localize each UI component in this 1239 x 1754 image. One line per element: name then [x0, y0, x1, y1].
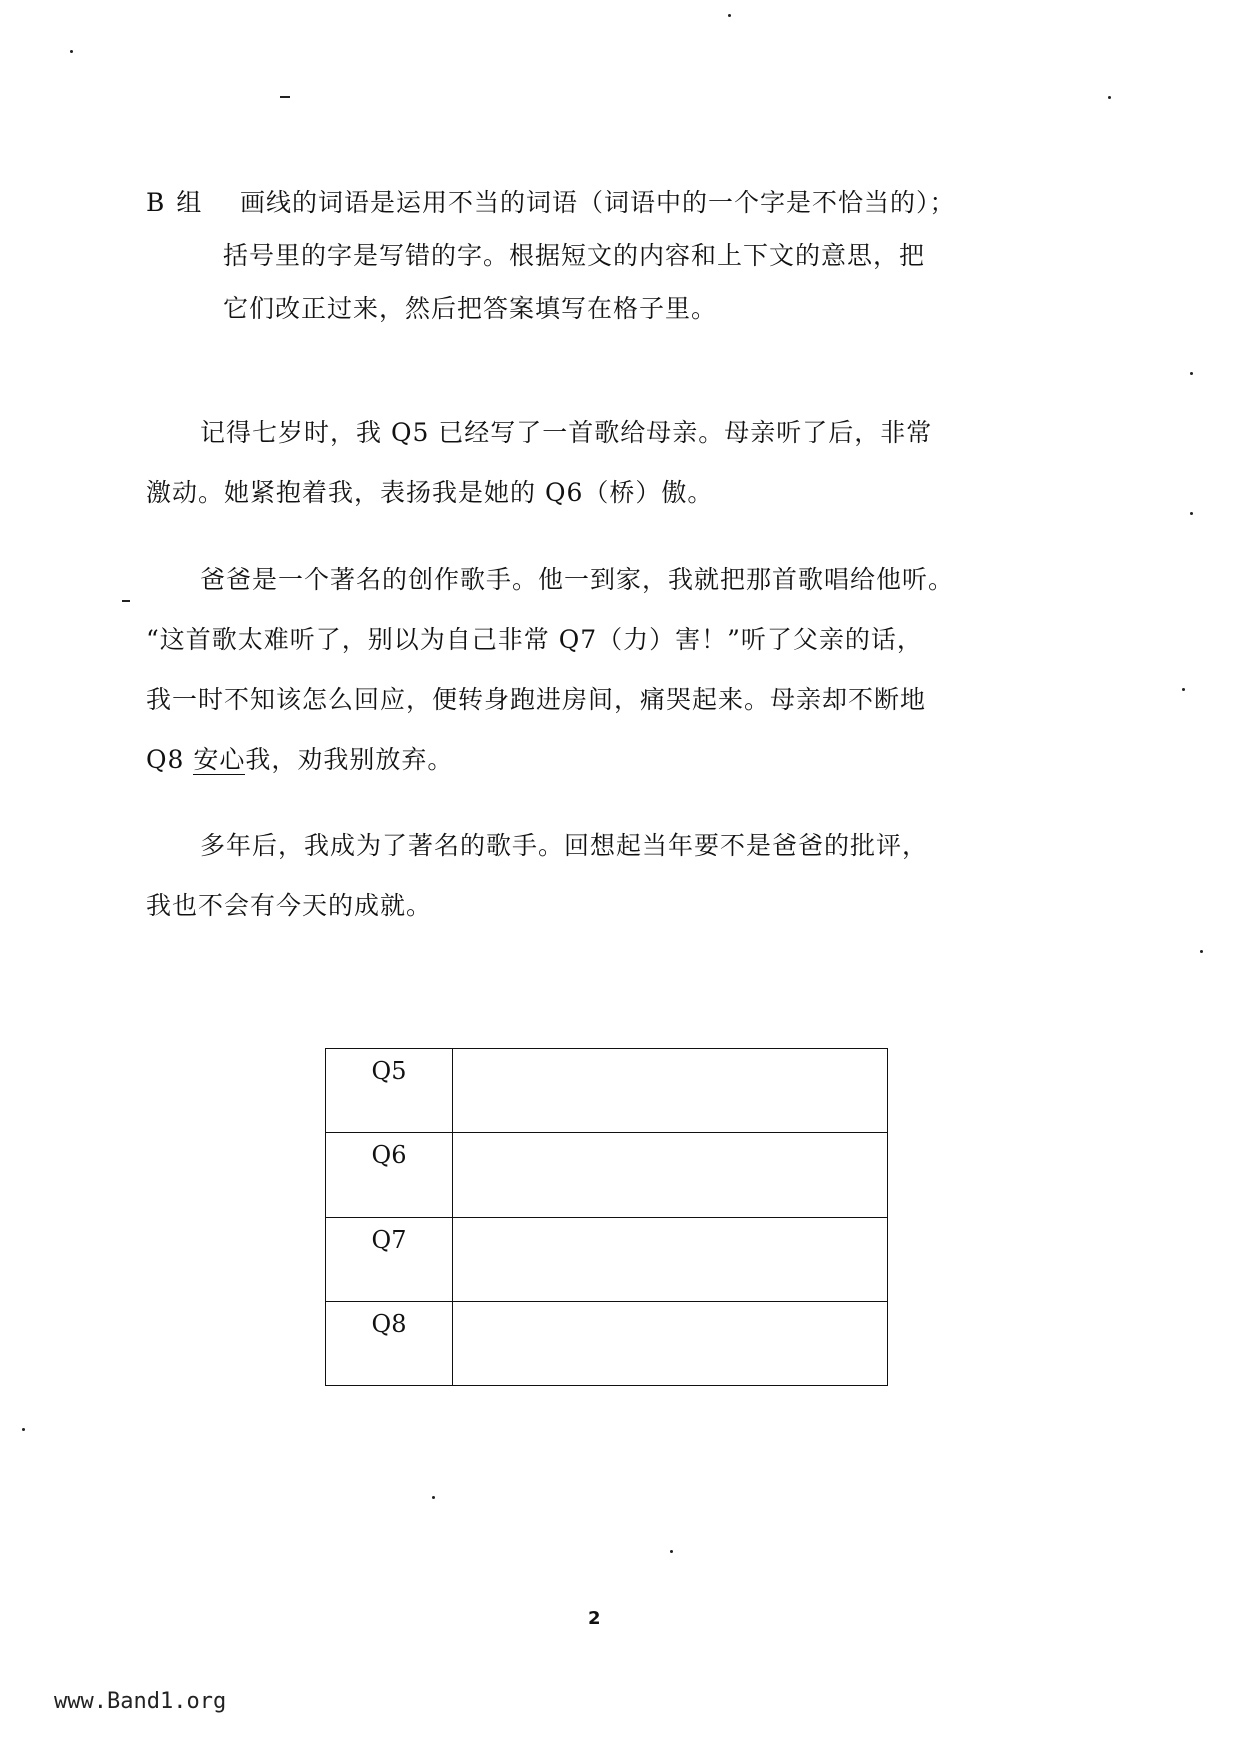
- answer-cell-q6[interactable]: [453, 1133, 888, 1217]
- scan-speck: [22, 1428, 25, 1431]
- answer-cell-q8[interactable]: [453, 1301, 888, 1385]
- question-label-q6: Q6: [326, 1133, 453, 1217]
- answer-table: [325, 1048, 888, 1386]
- instruction-line-3: 它们改正过来，然后把答案填写在格子里。: [223, 294, 718, 323]
- q8-line-rest: 我，劝我别放弃。: [245, 745, 454, 774]
- question-label-q8: Q8: [326, 1301, 453, 1385]
- answer-cell-q7[interactable]: [453, 1217, 888, 1301]
- section-label: B 组: [146, 188, 204, 217]
- passage-p2-line4: [146, 740, 453, 776]
- q8-label: Q8: [146, 745, 194, 774]
- scan-speck: [670, 1550, 673, 1553]
- instruction-line-1: 画线的词语是运用不当的词语（词语中的一个字是不恰当的）；: [240, 188, 956, 217]
- question-label-q5: Q5: [326, 1049, 453, 1133]
- answer-row-q8: [326, 1301, 888, 1385]
- scan-speck: [1190, 372, 1193, 375]
- footer-url: www.Band1.org: [54, 1689, 227, 1714]
- scan-speck: [432, 1496, 435, 1499]
- scan-speck: [1200, 950, 1203, 953]
- passage-p3-line2: 我也不会有今天的成就。: [146, 891, 433, 920]
- passage-p2-line1: 爸爸是一个著名的创作歌手。他一到家，我就把那首歌唱给他听。: [200, 565, 955, 594]
- underlined-word-q8: 安心: [193, 745, 246, 774]
- passage-p2-line3: 我一时不知该怎么回应，便转身跑进房间，痛哭起来。母亲却不断地: [146, 685, 927, 714]
- page-number: 2: [588, 1608, 601, 1629]
- scan-speck: [1182, 688, 1185, 691]
- scan-speck: [122, 600, 130, 602]
- answer-row-q5: [326, 1049, 888, 1133]
- answer-cell-q5[interactable]: [453, 1049, 888, 1133]
- scan-speck: [280, 96, 290, 98]
- instruction-line-2: 括号里的字是写错的字。根据短文的内容和上下文的意思，把: [223, 241, 926, 270]
- scan-speck: [728, 14, 731, 17]
- question-label-q7: Q7: [326, 1217, 453, 1301]
- passage-p1-line1: 记得七岁时，我 Q5 已经写了一首歌给母亲。母亲听了后，非常: [200, 418, 933, 447]
- scan-speck: [1190, 512, 1193, 515]
- answer-row-q6: [326, 1133, 888, 1217]
- answer-row-q7: [326, 1217, 888, 1301]
- scan-speck: [70, 50, 73, 53]
- scan-speck: [1108, 96, 1111, 99]
- passage-p2-line2: “这首歌太难听了，别以为自己非常 Q7（力）害！”听了父亲的话，: [146, 625, 923, 654]
- passage-p1-line2: 激动。她紧抱着我，表扬我是她的 Q6（桥）傲。: [146, 478, 714, 507]
- passage-p3-line1: 多年后，我成为了著名的歌手。回想起当年要不是爸爸的批评，: [200, 831, 929, 860]
